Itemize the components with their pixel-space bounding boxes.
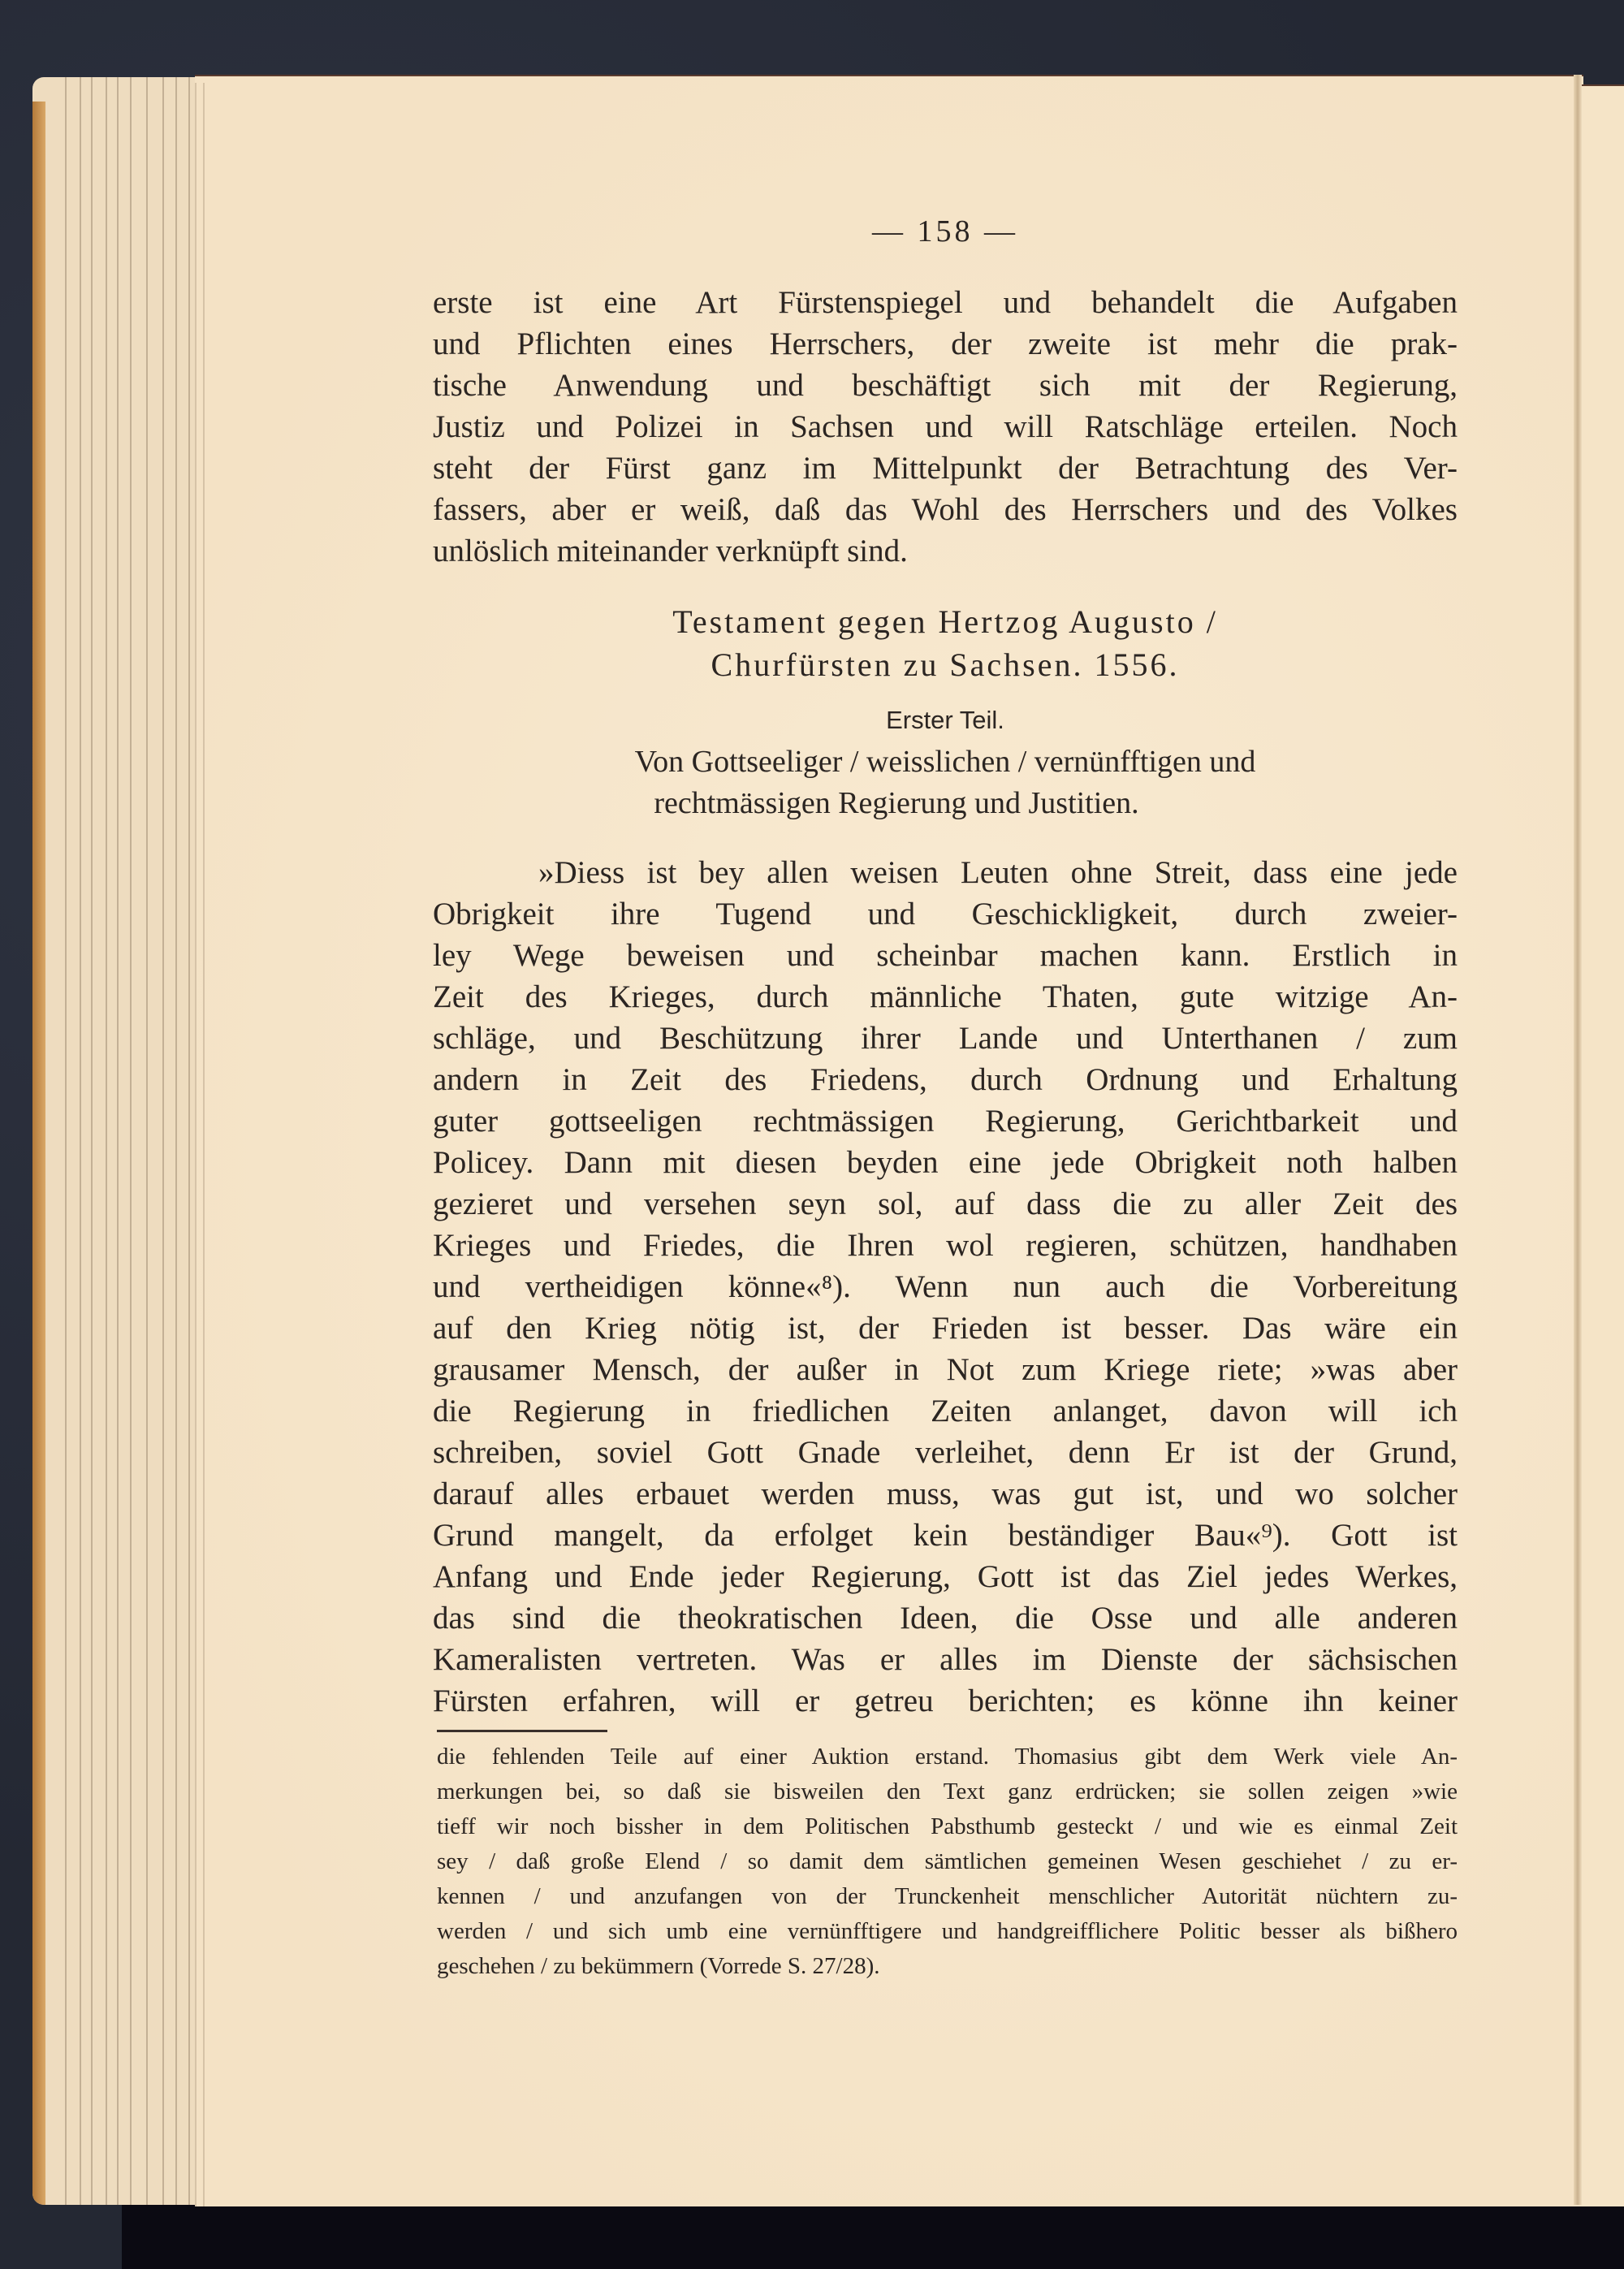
page-edge-line bbox=[188, 77, 190, 2205]
text-line: tische Anwendung und beschäftigt sich mit der Regierung, bbox=[433, 368, 1458, 403]
page-edge-line bbox=[80, 77, 81, 2205]
text-line: unlöslich miteinander verknüpft sind. bbox=[433, 534, 908, 568]
text-line: und Pflichten eines Herrschers, der zweite ist mehr die prak- bbox=[433, 326, 1458, 361]
text-line: grausamer Mensch, der außer in Not zum Kriege riete; »was aber bbox=[433, 1352, 1458, 1387]
text-line: Policey. Dann mit diesen beyden eine jede Obrigkeit noth halben bbox=[433, 1145, 1458, 1180]
text-line: schreiben, soviel Gott Gnade verleihet, denn Er ist der Grund, bbox=[433, 1435, 1458, 1470]
book-shadow bbox=[122, 2201, 1624, 2269]
page-edge-line bbox=[203, 83, 205, 2206]
footnote-separator bbox=[437, 1730, 607, 1732]
title-line: Churfürsten zu Sachsen. 1556. bbox=[710, 646, 1180, 683]
text-line: fassers, aber er weiß, daß das Wohl des Herrschers und des Volkes bbox=[433, 492, 1458, 527]
text-line: Obrigkeit ihre Tugend und Geschickligkeit, durch zweier- bbox=[433, 897, 1458, 931]
text-line: darauf alles erbauet werden muss, was gut ist, und wo solcher bbox=[433, 1476, 1458, 1511]
text-line: Zeit des Krieges, durch männliche Thaten, gute witzige An- bbox=[433, 979, 1458, 1014]
page-edge-line bbox=[117, 77, 119, 2205]
text-line: Krieges und Friedes, die Ihren wol regieren, schützen, handhaben bbox=[433, 1228, 1458, 1263]
page-edge-line bbox=[130, 77, 132, 2205]
text-line: Justiz und Polizei in Sachsen und will Ratschläge erteilen. Noch bbox=[433, 409, 1458, 444]
text-line: und vertheidigen könne«⁸). Wenn nun auch die Vorbereitung bbox=[433, 1269, 1458, 1304]
footnote-line: sey / daß große Elend / so damit dem sämtlichen gemeinen Wesen geschiehet / zu er- bbox=[437, 1848, 1458, 1874]
page-edge-line bbox=[65, 77, 67, 2205]
footnote-line: merkungen bei, so daß sie bisweilen den Text ganz erdrücken; sie sollen zeigen »wie bbox=[437, 1778, 1458, 1804]
text-line: das sind die theokratischen Ideen, die Osse und alle anderen bbox=[433, 1601, 1458, 1636]
text-line: steht der Fürst ganz im Mittelpunkt der Betrachtung des Ver- bbox=[433, 451, 1458, 486]
text-line: ley Wege beweisen und scheinbar machen kann. Erstlich in bbox=[433, 938, 1458, 973]
page-stack-edges bbox=[32, 77, 203, 2205]
page-edge-line bbox=[175, 77, 177, 2205]
text-line: Fürsten erfahren, will er getreu berichten; es könne ihn keiner bbox=[433, 1683, 1458, 1718]
footnote-line: kennen / und anzufangen von der Trunckenheit menschlicher Autorität nüchtern zu- bbox=[437, 1883, 1458, 1909]
subheading-line: rechtmässigen Regierung und Justitien. bbox=[654, 786, 1139, 820]
gilt-edge bbox=[32, 102, 45, 2205]
text-line: Anfang und Ende jeder Regierung, Gott ist das Ziel jedes Werkes, bbox=[433, 1559, 1458, 1594]
text-line: gezieret und versehen seyn sol, auf dass die zu aller Zeit des bbox=[433, 1186, 1458, 1221]
text-line: Kameralisten vertreten. Was er alles im Dienste der sächsischen bbox=[433, 1642, 1458, 1677]
page-edge-line bbox=[195, 83, 197, 2206]
footnote-line: geschehen / zu bekümmern (Vorrede S. 27/28). bbox=[437, 1953, 880, 1979]
footnote-line: die fehlenden Teile auf einer Auktion erstand. Thomasius gibt dem Werk viele An- bbox=[437, 1744, 1458, 1770]
page-edge-line bbox=[146, 77, 148, 2205]
page-edge-line bbox=[106, 77, 107, 2205]
text-line: erste ist eine Art Fürstenspiegel und behandelt die Aufgaben bbox=[433, 285, 1458, 320]
footnote-line: werden / und sich umb eine vernünfftigere und handgreifflichere Politic besser als bißhero bbox=[437, 1918, 1458, 1944]
text-line: die Regierung in friedlichen Zeiten anlanget, davon will ich bbox=[433, 1394, 1458, 1428]
facing-page-edge bbox=[1582, 84, 1624, 2206]
text-line: andern in Zeit des Friedens, durch Ordnung und Erhaltung bbox=[433, 1062, 1458, 1097]
page-edge-line bbox=[91, 77, 93, 2205]
text-line: »Diess ist bey allen weisen Leuten ohne Streit, dass eine jede bbox=[538, 855, 1458, 890]
footnote-line: tieff wir noch bissher in dem Politischen Pabsthumb gesteckt / und wie es einmal Zeit bbox=[437, 1813, 1458, 1839]
book-gutter bbox=[1574, 75, 1582, 2205]
text-line: guter gottseeligen rechtmässigen Regierung, Gerichtbarkeit und bbox=[433, 1104, 1458, 1139]
text-line: Grund mangelt, da erfolget kein beständiger Bau«⁹). Gott ist bbox=[433, 1518, 1458, 1553]
text-line: auf den Krieg nötig ist, der Frieden ist besser. Das wäre ein bbox=[433, 1311, 1458, 1346]
text-line: schläge, und Beschützung ihrer Lande und Unterthanen / zum bbox=[433, 1021, 1458, 1056]
page-edge-line bbox=[162, 77, 164, 2205]
page-number: — 158 — bbox=[872, 214, 1018, 249]
part-heading: Erster Teil. bbox=[886, 706, 1004, 734]
title-line: Testament gegen Hertzog Augusto / bbox=[672, 603, 1218, 640]
subheading-line: Von Gottseeliger / weisslichen / vernünfftigen und bbox=[634, 745, 1256, 779]
